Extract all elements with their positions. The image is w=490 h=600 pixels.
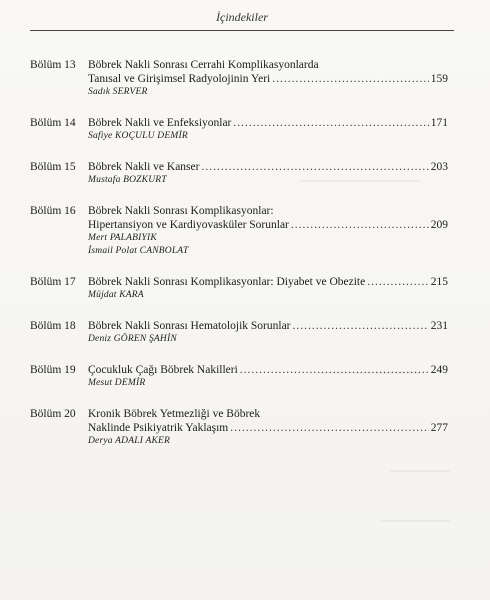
page-number: 277 <box>430 422 448 434</box>
header-rule <box>30 30 454 31</box>
chapter-title-line: Kronik Böbrek Yetmezliği ve Böbrek <box>88 408 261 420</box>
page-number: 215 <box>430 276 448 288</box>
chapter-number: Bölüm 15 <box>30 161 76 173</box>
page-header: İçindekiler <box>216 10 268 24</box>
page-number: 231 <box>430 320 448 332</box>
chapter-number: Bölüm 18 <box>30 320 76 332</box>
chapter-title-line: Böbrek Nakli Sonrası Cerrahi Komplikasyonlarda <box>88 59 319 71</box>
chapter-title-line: Naklinde Psikiyatrik Yaklaşım <box>88 422 229 434</box>
chapter-author: Müjdat KARA <box>88 290 144 300</box>
dot-leader <box>293 319 429 333</box>
toc-entry-20[interactable] <box>30 407 448 448</box>
dot-leader <box>272 72 429 86</box>
chapter-author: Mert PALABIYIK <box>88 233 157 243</box>
chapter-author: Safiye KOÇULU DEMİR <box>88 131 188 141</box>
toc-entry-14[interactable] <box>30 116 448 143</box>
dot-leader <box>201 160 428 174</box>
chapter-title-line: Çocukluk Çağı Böbrek Nakilleri <box>88 364 238 376</box>
chapter-number: Bölüm 16 <box>30 205 76 217</box>
toc-entry-15[interactable] <box>30 160 448 187</box>
chapter-author: İsmail Polat CANBOLAT <box>88 246 189 256</box>
toc-entry-17[interactable] <box>30 275 448 302</box>
dot-leader <box>230 421 429 435</box>
chapter-number: Bölüm 17 <box>30 276 76 288</box>
page-number: 209 <box>430 219 448 231</box>
page-number: 249 <box>430 364 448 376</box>
bleed-through-mark <box>380 520 450 522</box>
page-number: 171 <box>430 117 448 129</box>
toc-entry-18[interactable] <box>30 319 448 346</box>
dot-leader <box>291 218 429 232</box>
chapter-number: Bölüm 19 <box>30 364 76 376</box>
toc-entry-19[interactable] <box>30 363 448 390</box>
page-number: 203 <box>430 161 448 173</box>
chapter-title-line: Hipertansiyon ve Kardiyovasküler Sorunlar <box>88 219 289 231</box>
chapter-number: Bölüm 13 <box>30 59 76 71</box>
dot-leader <box>367 275 429 289</box>
chapter-title-line: Tanısal ve Girişimsel Radyolojinin Yeri <box>88 73 271 85</box>
page-number: 159 <box>430 73 448 85</box>
dot-leader <box>233 116 428 130</box>
chapter-title-line: Böbrek Nakli Sonrası Komplikasyonlar: <box>88 205 274 217</box>
table-of-contents <box>30 58 448 448</box>
chapter-author: Sadık SERVER <box>88 87 148 97</box>
toc-entry-16[interactable] <box>30 204 448 258</box>
chapter-number: Bölüm 20 <box>30 408 76 420</box>
chapter-author: Derya ADALI AKER <box>88 436 171 446</box>
toc-entry-13[interactable] <box>30 58 448 99</box>
chapter-author: Mustafa BOZKURT <box>88 175 167 185</box>
chapter-number: Bölüm 14 <box>30 117 76 129</box>
chapter-author: Deniz GÖREN ŞAHİN <box>88 334 177 344</box>
chapter-title-line: Böbrek Nakli Sonrası Komplikasyonlar: Diyabet ve Obezite <box>88 276 366 288</box>
chapter-title-line: Böbrek Nakli Sonrası Hematolojik Sorunlar <box>88 320 291 332</box>
dot-leader <box>240 363 429 377</box>
chapter-title-line: Böbrek Nakli ve Kanser <box>88 161 200 173</box>
bleed-through-mark <box>390 470 450 472</box>
chapter-author: Mesut DEMİR <box>88 378 146 388</box>
chapter-title-line: Böbrek Nakli ve Enfeksiyonlar <box>88 117 232 129</box>
